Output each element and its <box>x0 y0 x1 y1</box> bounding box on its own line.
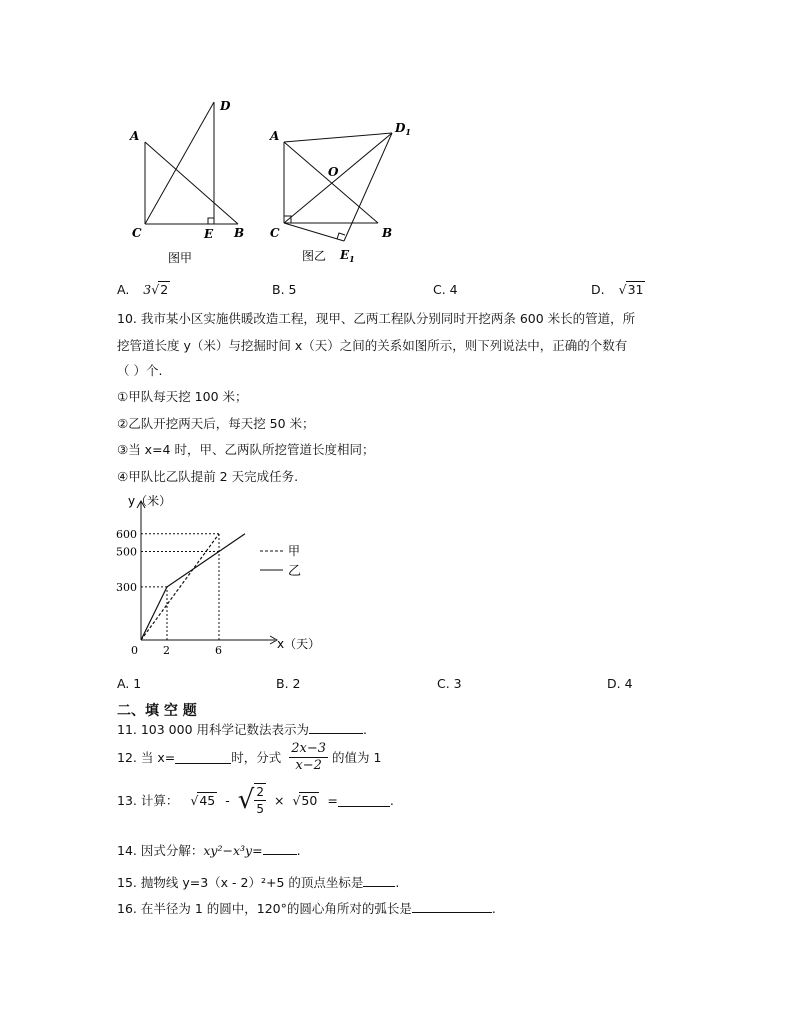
q10-line3: （ ）个. <box>117 363 163 378</box>
label-e: E <box>204 227 214 241</box>
q15-text: 15. 抛物线 y=3（x - 2）²+5 的顶点坐标是 <box>117 875 364 890</box>
q12-fraction: $\frac{2x-3}{x-2}$ <box>291 740 326 773</box>
label-e1: $E_1$ <box>340 248 355 264</box>
label-o: O <box>328 165 339 179</box>
answer-blank <box>175 751 231 764</box>
label-c: C <box>270 226 280 240</box>
figure-caption: 图乙 <box>302 249 327 263</box>
option-label: D. <box>591 282 605 297</box>
q12-mid: 时，分式 <box>231 750 282 765</box>
section-title: 二、填 空 题 <box>117 703 197 719</box>
label-a: A <box>130 129 140 143</box>
q11: 11. 103 000 用科学记数法表示为 . <box>117 722 368 737</box>
answer-blank <box>338 794 390 807</box>
x-axis-label: x（天） <box>277 637 321 651</box>
label-b: B <box>234 226 245 240</box>
series-line <box>141 534 245 640</box>
y-axis-label: y（米） <box>128 494 172 508</box>
q10-option-b: B. 2 <box>276 676 301 691</box>
x-tick-label: 2 <box>163 644 170 657</box>
option-coef: 3 <box>143 282 152 297</box>
label-d: D <box>220 99 231 113</box>
q14-pre: 14. 因式分解： <box>117 843 204 858</box>
series-line <box>141 534 219 640</box>
y-tick-label: 300 <box>116 580 137 594</box>
figure-yi <box>262 108 422 268</box>
q13-pre: 13. 计算： <box>117 793 179 808</box>
q12 <box>117 737 381 777</box>
legend-jia: 甲 <box>288 544 301 558</box>
figure-caption: 图甲 <box>168 251 193 265</box>
q10-statement-4: ④甲队比乙队提前 2 天完成任务. <box>117 469 299 484</box>
option-label: A. <box>117 282 130 297</box>
legend-yi: 乙 <box>288 564 302 579</box>
q10-statement-3: ③当 x=4 时，甲、乙两队所挖管道长度相同； <box>117 442 375 457</box>
q10-option-a: A. 1 <box>117 676 142 691</box>
label-a: A <box>270 129 280 143</box>
option-radicand: 2 <box>160 282 169 297</box>
q10-line2: 挖管道长度 y（米）与挖掘时间 x（天）之间的关系如图所示，则下列说法中，正确的个数有 <box>117 338 628 353</box>
option-radicand: 31 <box>627 282 644 297</box>
origin-label: 0 <box>131 644 138 657</box>
q16-text: 16. 在半径为 1 的圆中，120°的圆心角所对的弧长是 <box>117 901 412 916</box>
label-c: C <box>132 226 142 240</box>
q11-text: 11. 103 000 用科学记数法表示为 <box>117 722 310 737</box>
answer-blank <box>309 721 363 734</box>
q14-expression: xy²−x³y <box>203 843 253 858</box>
answer-blank <box>263 842 297 855</box>
radicand-50: 50 <box>301 793 318 808</box>
q9-option-b: B. 5 <box>272 282 297 297</box>
q15: 15. 抛物线 y=3（x - 2）²+5 的顶点坐标是 . <box>117 875 400 890</box>
q9-option-a: A. 3√2 <box>117 282 169 297</box>
q13: 13. 计算： √ 45 - √ $\frac{2}{5}$ × √ 50 = . <box>117 785 394 816</box>
label-b: B <box>382 226 393 240</box>
q10-line1: 10. 我市某小区实施供暖改造工程，现甲、乙两工程队分别同时开挖两条 600 米长的管道，所 <box>117 311 636 326</box>
q10-statement-1: ①甲队每天挖 100 米； <box>117 389 248 404</box>
figure-jia <box>120 92 260 267</box>
answer-blank <box>363 874 395 887</box>
answer-blank <box>412 900 492 913</box>
q13-fraction: $\frac{2}{5}$ <box>256 785 264 816</box>
q9-option-d: D. √31 <box>591 282 644 297</box>
label-d1: $D_1$ <box>395 121 411 137</box>
q14: 14. 因式分解：xy²−x³y= . <box>117 843 301 858</box>
q12-post: 的值为 1 <box>332 750 382 765</box>
q9-option-c: C. 4 <box>433 282 458 297</box>
x-tick-label: 6 <box>215 644 222 657</box>
q12-pre: 12. 当 x= <box>117 750 176 765</box>
y-tick-label: 500 <box>116 545 137 559</box>
q10-option-d: D. 4 <box>607 676 633 691</box>
radicand-45: 45 <box>199 793 216 808</box>
q16: 16. 在半径为 1 的圆中，120°的圆心角所对的弧长是 . <box>117 901 496 916</box>
y-tick-label: 600 <box>116 527 137 541</box>
q10-option-c: C. 3 <box>437 676 462 691</box>
q10-statement-2: ②乙队开挖两天后，每天挖 50 米； <box>117 416 315 431</box>
q10-chart <box>110 488 340 663</box>
